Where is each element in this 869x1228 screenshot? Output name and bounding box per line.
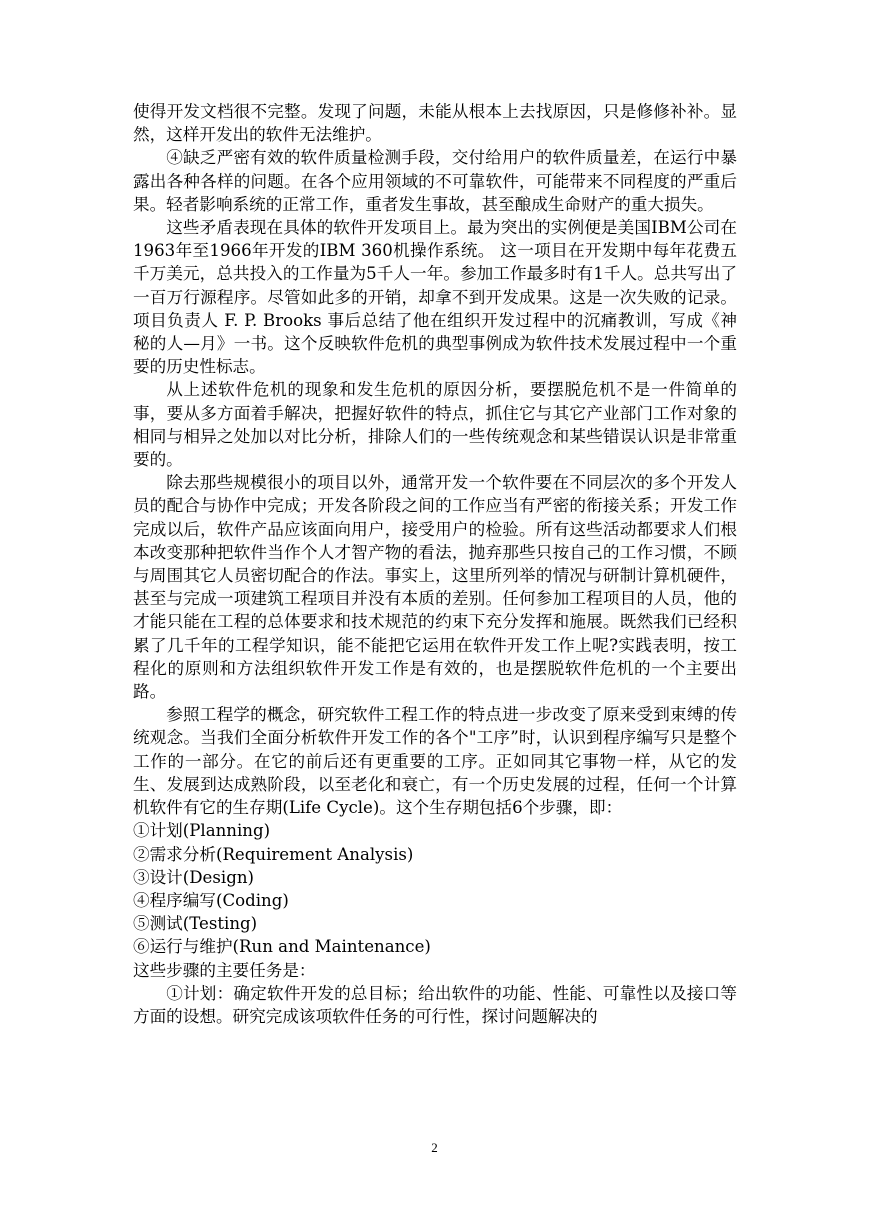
paragraph-tasks-intro: 这些步骤的主要任务是： [133,960,316,980]
paragraph-planning-task: ①计划：确定软件开发的总目标；给出软件的功能、性能、可靠性以及接口等方面的设想。研究完成该项软件任务的可行性，探讨问题解决的 [133,983,737,1026]
paragraph-quality-issue: ④缺乏严密有效的软件质量检测手段，交付给用户的软件质量差，在运行中暴露出各种各样的问题。在各个应用领域的不可靠软件，可能带来不同程度的严重后果。轻者影响系统的正常工作，重者发生事故，甚至酿成生命财产的重大损失。 [133,148,737,214]
paragraph-ibm-360-example: 这些矛盾表现在具体的软件开发项目上。最为突出的实例便是美国IBM公司在1963年至1966年开发的IBM 360机操作系统。 这一项目在开发期中每年花费五千万美元，总共投入的工作量为5千人一年。参加工作最多时有1千人。总共写出了一百万行源程序。尽管如此多的开销，却拿不到开发成果。这是一次失败的记录。项目负责人 F. P. Brooks 事后总结了他在组织开发过程中的沉痛教训，写成《神秘的人—月》一书。这个反映软件危机的典型事例成为软件技术发展过程中一个重要的历史性标志。 [133,218,737,377]
paragraph-engineering-approach: 除去那些规模很小的项目以外，通常开发一个软件要在不同层次的多个开发人员的配合与协作中完成；开发各阶段之间的工作应当有严密的衔接关系；开发工作完成以后，软件产品应该面向用户，接受用户的检验。所有这些活动都要求人们根本改变那种把软件当作个人才智产物的看法，抛弃那些只按自己的工作习惯，不顾与周围其它人员密切配合的作法。事实上，这里所列举的情况与研制计算机硬件，甚至与完成一项建筑工程项目并没有本质的差别。任何参加工程项目的人员，他的才能只能在工程的总体要求和技术规范的约束下充分发挥和施展。既然我们已经积累了几千年的工程学知识，能不能把它运用在软件开发工作上呢?实践表明，按工程化的原则和方法组织软件开发工作是有效的，也是摆脱软件危机的一个主要出路。 [133,473,737,702]
body-text [133,100,737,1028]
list-item-run-maintenance: ⑥运行与维护(Run and Maintenance) [133,937,431,957]
paragraph-crisis-analysis: 从上述软件危机的现象和发生危机的原因分析，要摆脱危机不是一件简单的事，要从多方面着手解决，把握好软件的特点，抓住它与其它产业部门工作对象的相同与相异之处加以对比分析，排除人们的一些传统观念和某些错误认识是非常重要的。 [133,380,737,470]
list-item-design: ③设计(Design) [133,867,254,887]
paragraph-continuation: 使得开发文档很不完整。发现了问题，未能从根本上去找原因，只是修修补补。显然，这样开发出的软件无法维护。 [133,102,737,145]
list-item-coding: ④程序编写(Coding) [133,890,289,910]
list-item-requirement-analysis: ②需求分析(Requirement Analysis) [133,844,414,864]
list-item-testing: ⑤测试(Testing) [133,914,258,934]
list-item-planning: ①计划(Planning) [133,821,271,841]
paragraph-life-cycle: 参照工程学的概念，研究软件工程工作的特点进一步改变了原来受到束缚的传统观念。当我们全面分析软件开发工作的各个"工序”时，认识到程序编写只是整个工作的一部分。在它的前后还有更重要的工序。正如同其它事物一样，从它的发生、发展到达成熟阶段，以至老化和衰亡，有一个历史发展的过程，任何一个计算机软件有它的生存期(Life Cycle)。这个生存期包括6个步骤，即： [133,705,737,818]
page-number: 2 [431,1140,438,1155]
